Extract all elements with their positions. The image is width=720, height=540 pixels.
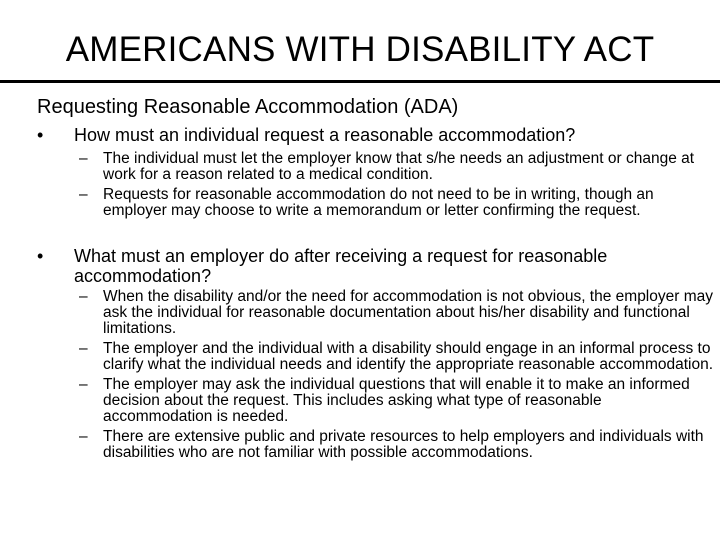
bullet-marker: • [37, 246, 44, 266]
sub-list [79, 151, 715, 219]
dash-marker: – [79, 150, 88, 167]
sub-item [79, 429, 715, 461]
sub-item-text: The employer may ask the individual questions that will enable it to make an informed decision about the request. This includes asking what type of reasonable accommodation is needed. [103, 376, 690, 425]
sub-item [79, 187, 715, 219]
title-divider [0, 80, 720, 83]
dash-marker: – [79, 340, 88, 357]
dash-marker: – [79, 186, 88, 203]
sub-item-text: The employer and the individual with a disability should engage in an informal process to clarify what the individual needs and identify the appropriate reasonable accommodation. [103, 340, 714, 373]
sub-item [79, 151, 715, 183]
dash-marker: – [79, 288, 88, 305]
bullet-question: What must an employer do after receiving a request for reasonable accommodation? [74, 246, 608, 286]
sub-item-text: When the disability and/or the need for accommodation is not obvious, the employer may ask the individual for reasonable documentation about his/her disability and functional limitations. [103, 288, 713, 337]
sub-item-text: There are extensive public and private resources to help employers and individuals with disabilities who are not familiar with possible accommodations. [103, 428, 704, 461]
bullet-item [37, 125, 717, 145]
sub-item [79, 377, 715, 425]
sub-list [79, 289, 715, 461]
sub-item-text: The individual must let the employer know that s/he needs an adjustment or change at work for a reason related to a medical condition. [103, 150, 695, 183]
sub-item [79, 289, 715, 337]
slide-subtitle: Requesting Reasonable Accommodation (ADA) [37, 96, 459, 118]
dash-marker: – [79, 428, 88, 445]
bullet-question: How must an individual request a reasonable accommodation? [74, 125, 576, 145]
sub-item-text: Requests for reasonable accommodation do not need to be in writing, though an employer may choose to write a memorandum or letter confirming the request. [103, 186, 654, 219]
bullet-marker: • [37, 125, 44, 145]
bullet-item [37, 246, 717, 286]
sub-item [79, 341, 715, 373]
dash-marker: – [79, 376, 88, 393]
slide-title: AMERICANS WITH DISABILITY ACT [65, 30, 655, 69]
